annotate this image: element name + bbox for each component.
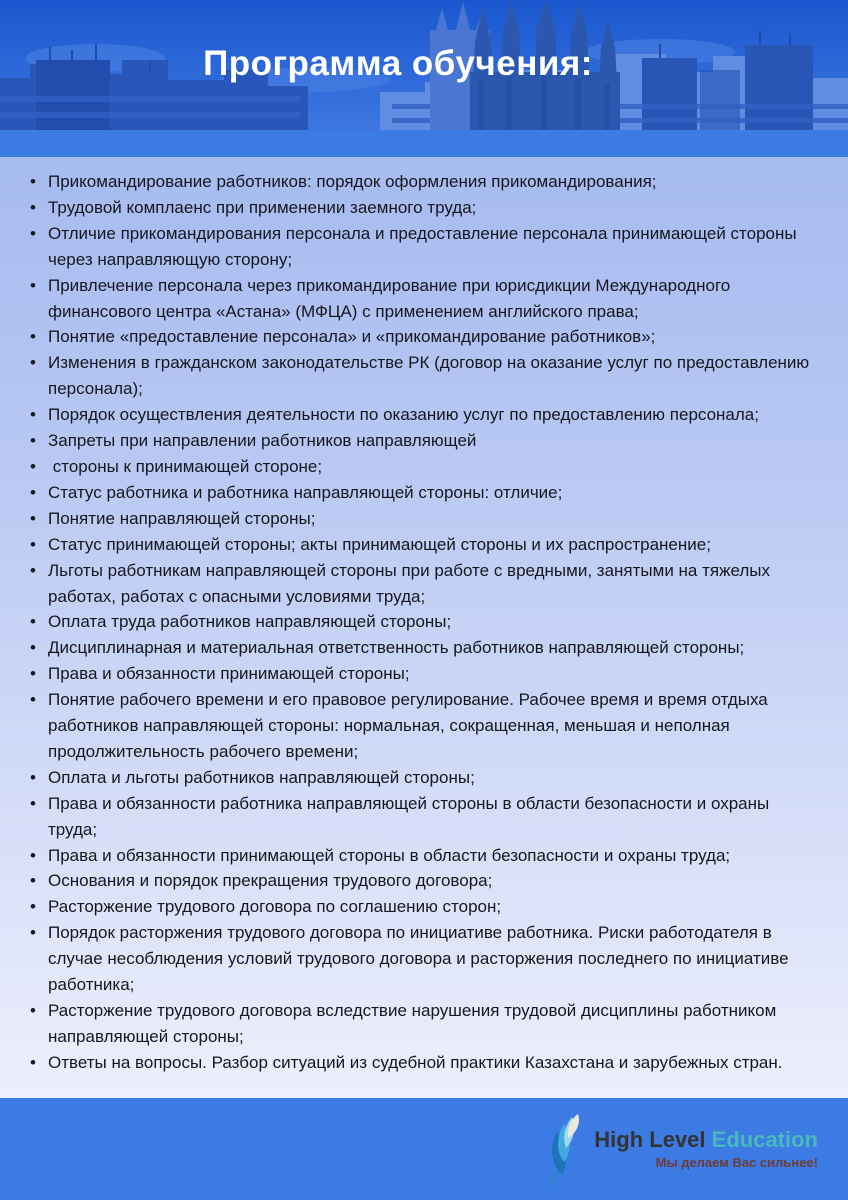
program-item: • Отличие прикомандирования персонала и предоставление персонала принимающей стороны через направляющую сторону;	[48, 221, 814, 273]
program-item: • Дисциплинарная и материальная ответственность работников направляющей стороны;	[48, 635, 814, 661]
brand-name	[594, 1128, 818, 1152]
program-item: • Права и обязанности принимающей стороны в области безопасности и охраны труда;	[48, 843, 814, 869]
program-item: • Понятие рабочего времени и его правовое регулирование. Рабочее время и время отдыха работников направляющей стороны: нормальная, сокращенная, меньшая и неполная продолжительность рабочего времени;	[48, 687, 814, 765]
program-item: • Прикомандирование работников: порядок оформления прикомандирования;	[48, 169, 814, 195]
hero-header	[0, 0, 848, 157]
program-item: • Привлечение персонала через прикомандирование при юрисдикции Международного финансового центра «Астана» (МФЦА) с применением английского права;	[48, 273, 814, 325]
program-item: • Оплата и льготы работников направляющей стороны;	[48, 765, 814, 791]
program-item: • Расторжение трудового договора по соглашению сторон;	[48, 894, 814, 920]
program-item: • Статус работника и работника направляющей стороны: отличие;	[48, 480, 814, 506]
page-title: Программа обучения:	[203, 44, 593, 83]
program-item: • стороны к принимающей стороне;	[48, 454, 814, 480]
footer-bar	[0, 1098, 848, 1200]
program-list	[0, 169, 848, 1076]
feather-logo-icon	[540, 1113, 586, 1189]
program-item: • Изменения в гражданском законодательстве РК (договор на оказание услуг по предоставлению персонала);	[48, 350, 814, 402]
program-item: • Понятие направляющей стороны;	[48, 506, 814, 532]
program-item: • Статус принимающей стороны; акты принимающей стороны и их распространение;	[48, 532, 814, 558]
program-item: • Запреты при направлении работников направляющей	[48, 428, 814, 454]
program-item: • Ответы на вопросы. Разбор ситуаций из судебной практики Казахстана и зарубежных стран.	[48, 1050, 814, 1076]
program-item: • Порядок расторжения трудового договора по инициативе работника. Риски работодателя в случае несоблюдения условий трудового договора и расторжения последнего по инициативе работника;	[48, 920, 814, 998]
program-item: • Оплата труда работников направляющей стороны;	[48, 609, 814, 635]
brand-block	[594, 1128, 818, 1170]
program-item: • Понятие «предоставление персонала» и «прикомандирование работников»;	[48, 324, 814, 350]
program-content	[0, 157, 848, 1098]
hero-accent-band	[0, 130, 848, 157]
program-item: • Расторжение трудового договора вследствие нарушения трудовой дисциплины работником направляющей стороны;	[48, 998, 814, 1050]
program-item: • Порядок осуществления деятельности по оказанию услуг по предоставлению персонала;	[48, 402, 814, 428]
program-item: • Трудовой комплаенс при применении заемного труда;	[48, 195, 814, 221]
brand-tagline: Мы делаем Вас сильнее!	[655, 1155, 818, 1170]
program-item: • Права и обязанности принимающей стороны;	[48, 661, 814, 687]
brand-name-primary: High Level	[594, 1127, 706, 1152]
brand-name-secondary: Education	[711, 1127, 818, 1152]
program-item: • Основания и порядок прекращения трудового договора;	[48, 868, 814, 894]
program-item: • Права и обязанности работника направляющей стороны в области безопасности и охраны труда;	[48, 791, 814, 843]
program-item: • Льготы работникам направляющей стороны при работе с вредными, занятыми на тяжелых работах, работах с опасными условиями труда;	[48, 558, 814, 610]
